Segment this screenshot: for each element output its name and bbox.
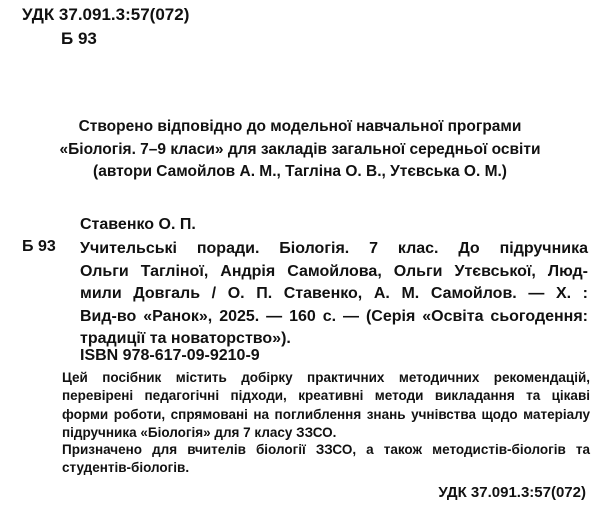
bib-line: традиції та новаторство»). [80, 330, 291, 347]
abstract-line: підручника «Біологія» для 7 класу ЗЗСО. [62, 424, 337, 440]
abstract-paragraph [62, 441, 590, 478]
program-note-line: Створено відповідно до модельної навчальної програми [78, 118, 522, 135]
bib-line: Вид-во «Ранок», 2025. — 160 с. — (Серія «Освіта сьогодення: [80, 307, 588, 325]
abstract-paragraph [62, 369, 590, 442]
author-cipher: Б 93 [22, 238, 56, 255]
abstract-line: студентів-біологів. [62, 460, 190, 476]
udk-code-footer: УДК 37.091.3:57(072) [438, 484, 586, 501]
author-heading: Ставенко О. П. [80, 216, 196, 233]
abstract-line: Цей посібник містить добірку практичних методичних рекомендацій, [62, 370, 590, 385]
bib-line: Ольги Тагліної, Андрія Самойлова, Ольги Утєвської, Люд- [80, 262, 588, 280]
program-note-line: (автори Самойлов А. М., Тагліна О. В., Утєвська О. М.) [93, 163, 507, 180]
isbn: ISBN 978-617-09-9210-9 [80, 347, 260, 364]
bib-line: мили Довгаль / О. П. Ставенко, А. М. Самойлов. — Х. : [80, 285, 588, 302]
abstract-line: форми роботи, спрямовані на поглиблення знань учнівства щодо матеріалу [62, 406, 590, 422]
bibliographic-description [80, 238, 588, 351]
bib-line: Учительські поради. Біологія. 7 клас. До підручника [80, 240, 588, 257]
udk-code: УДК 37.091.3:57(072) [22, 5, 190, 24]
bbk-cipher: Б 93 [61, 29, 97, 48]
abstract-line: Призначено для вчителів біології ЗЗСО, а також методистів-біологів та [62, 442, 590, 457]
abstract-line: перевірені педагогічні підходи, креативні методи викладання та цікаві [62, 388, 590, 404]
program-note-line: «Біологія. 7–9 класи» для закладів загальної середньої освіти [59, 141, 541, 158]
